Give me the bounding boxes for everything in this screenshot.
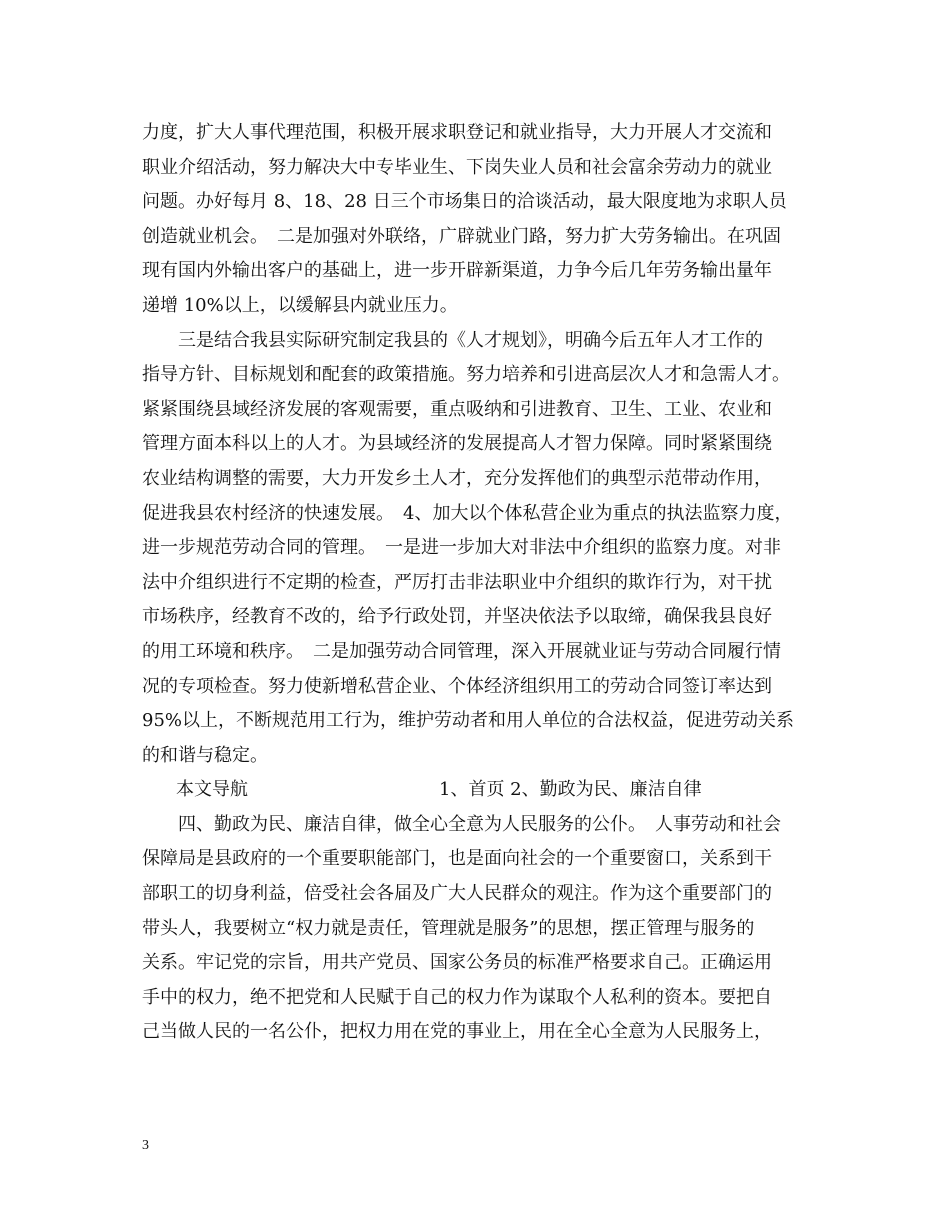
text-line: 创造就业机会。 二是加强对外联络，广辟就业门路，努力扩大劳务输出。在巩固 [142,225,781,247]
text-line: 的和谐与稳定。 [142,744,268,766]
text-line: 保障局是县政府的一个重要职能部门，也是面向社会的一个重要窗口，关系到干 [142,848,772,870]
text-line: 现有国内外输出客户的基础上，进一步开辟新渠道，力争今后几年劳务输出量年 [142,260,772,282]
navigation-links[interactable]: 1、首页 2、勤政为民、廉洁自律 [439,779,702,801]
text-line: 况的专项检查。努力使新增私营企业、个体经济组织用工的劳动合同签订率达到 [142,675,772,697]
text-line: 问题。办好每月 8、18、28 日三个市场集日的洽谈活动，最大限度地为求职人员 [142,191,787,213]
page-number: 3 [142,1138,149,1153]
text-line: 农业结构调整的需要，大力开发乡土人才，充分发挥他们的典型示范带动作用， [142,467,772,489]
text-line: 紧紧围绕县域经济发展的客观需要，重点吸纳和引进教育、卫生、工业、农业和 [142,398,772,420]
text-line: 部职工的切身利益，倍受社会各届及广大人民群众的观注。作为这个重要部门的 [142,883,772,905]
text-line: 95%以上，不断规范用工行为，维护劳动者和用人单位的合法权益，促进劳动关系 [142,710,795,732]
article-navigation [142,773,832,808]
text-line: 法中介组织进行不定期的检查，严厉打击非法职业中介组织的欺诈行为，对干扰 [142,571,772,593]
text-line: 市场秩序，经教育不改的，给予行政处罚，并坚决依法予以取缔，确保我县良好 [142,606,772,628]
text-line: 职业介绍活动，努力解决大中专毕业生、下岗失业人员和社会富余劳动力的就业 [142,156,772,178]
text-line: 递增 10%以上，以缓解县内就业压力。 [142,294,458,316]
text-line: 三是结合我县实际研究制定我县的《人才规划》，明确今后五年人才工作的 [142,329,763,351]
text-line: 带头人，我要树立“权力就是责任，管理就是服务”的思想，摆正管理与服务的 [142,917,755,939]
text-line: 进一步规范劳动合同的管理。 一是进一步加大对非法中介组织的监察力度。对非 [142,537,781,559]
text-line: 促进我县农村经济的快速发展。 4、加大以个体私营企业为重点的执法监察力度， [142,502,793,524]
text-line: 关系。牢记党的宗旨，用共产党员、国家公务员的标准严格要求自己。正确运用 [142,952,772,974]
text-line: 己当做人民的一名公仆，把权力用在党的事业上，用在全心全意为人民服务上， [142,1021,772,1043]
document-body [142,116,832,1050]
text-line: 管理方面本科以上的人才。为县域经济的发展提高人才智力保障。同时紧紧围绕 [142,433,772,455]
text-line: 力度，扩大人事代理范围，积极开展求职登记和就业指导，大力开展人才交流和 [142,122,772,143]
text-line: 手中的权力，绝不把党和人民赋于自己的权力作为谋取个人私利的资本。要把自 [142,986,772,1008]
navigation-label: 本文导航 [176,779,248,801]
text-line: 的用工环境和秩序。 二是加强劳动合同管理，深入开展就业证与劳动合同履行情 [142,640,781,662]
text-line: 指导方针、目标规划和配套的政策措施。努力培养和引进高层次人才和急需人才。 [142,364,790,386]
text-line: 四、勤政为民、廉洁自律，做全心全意为人民服务的公仆。 人事劳动和社会 [142,813,781,835]
